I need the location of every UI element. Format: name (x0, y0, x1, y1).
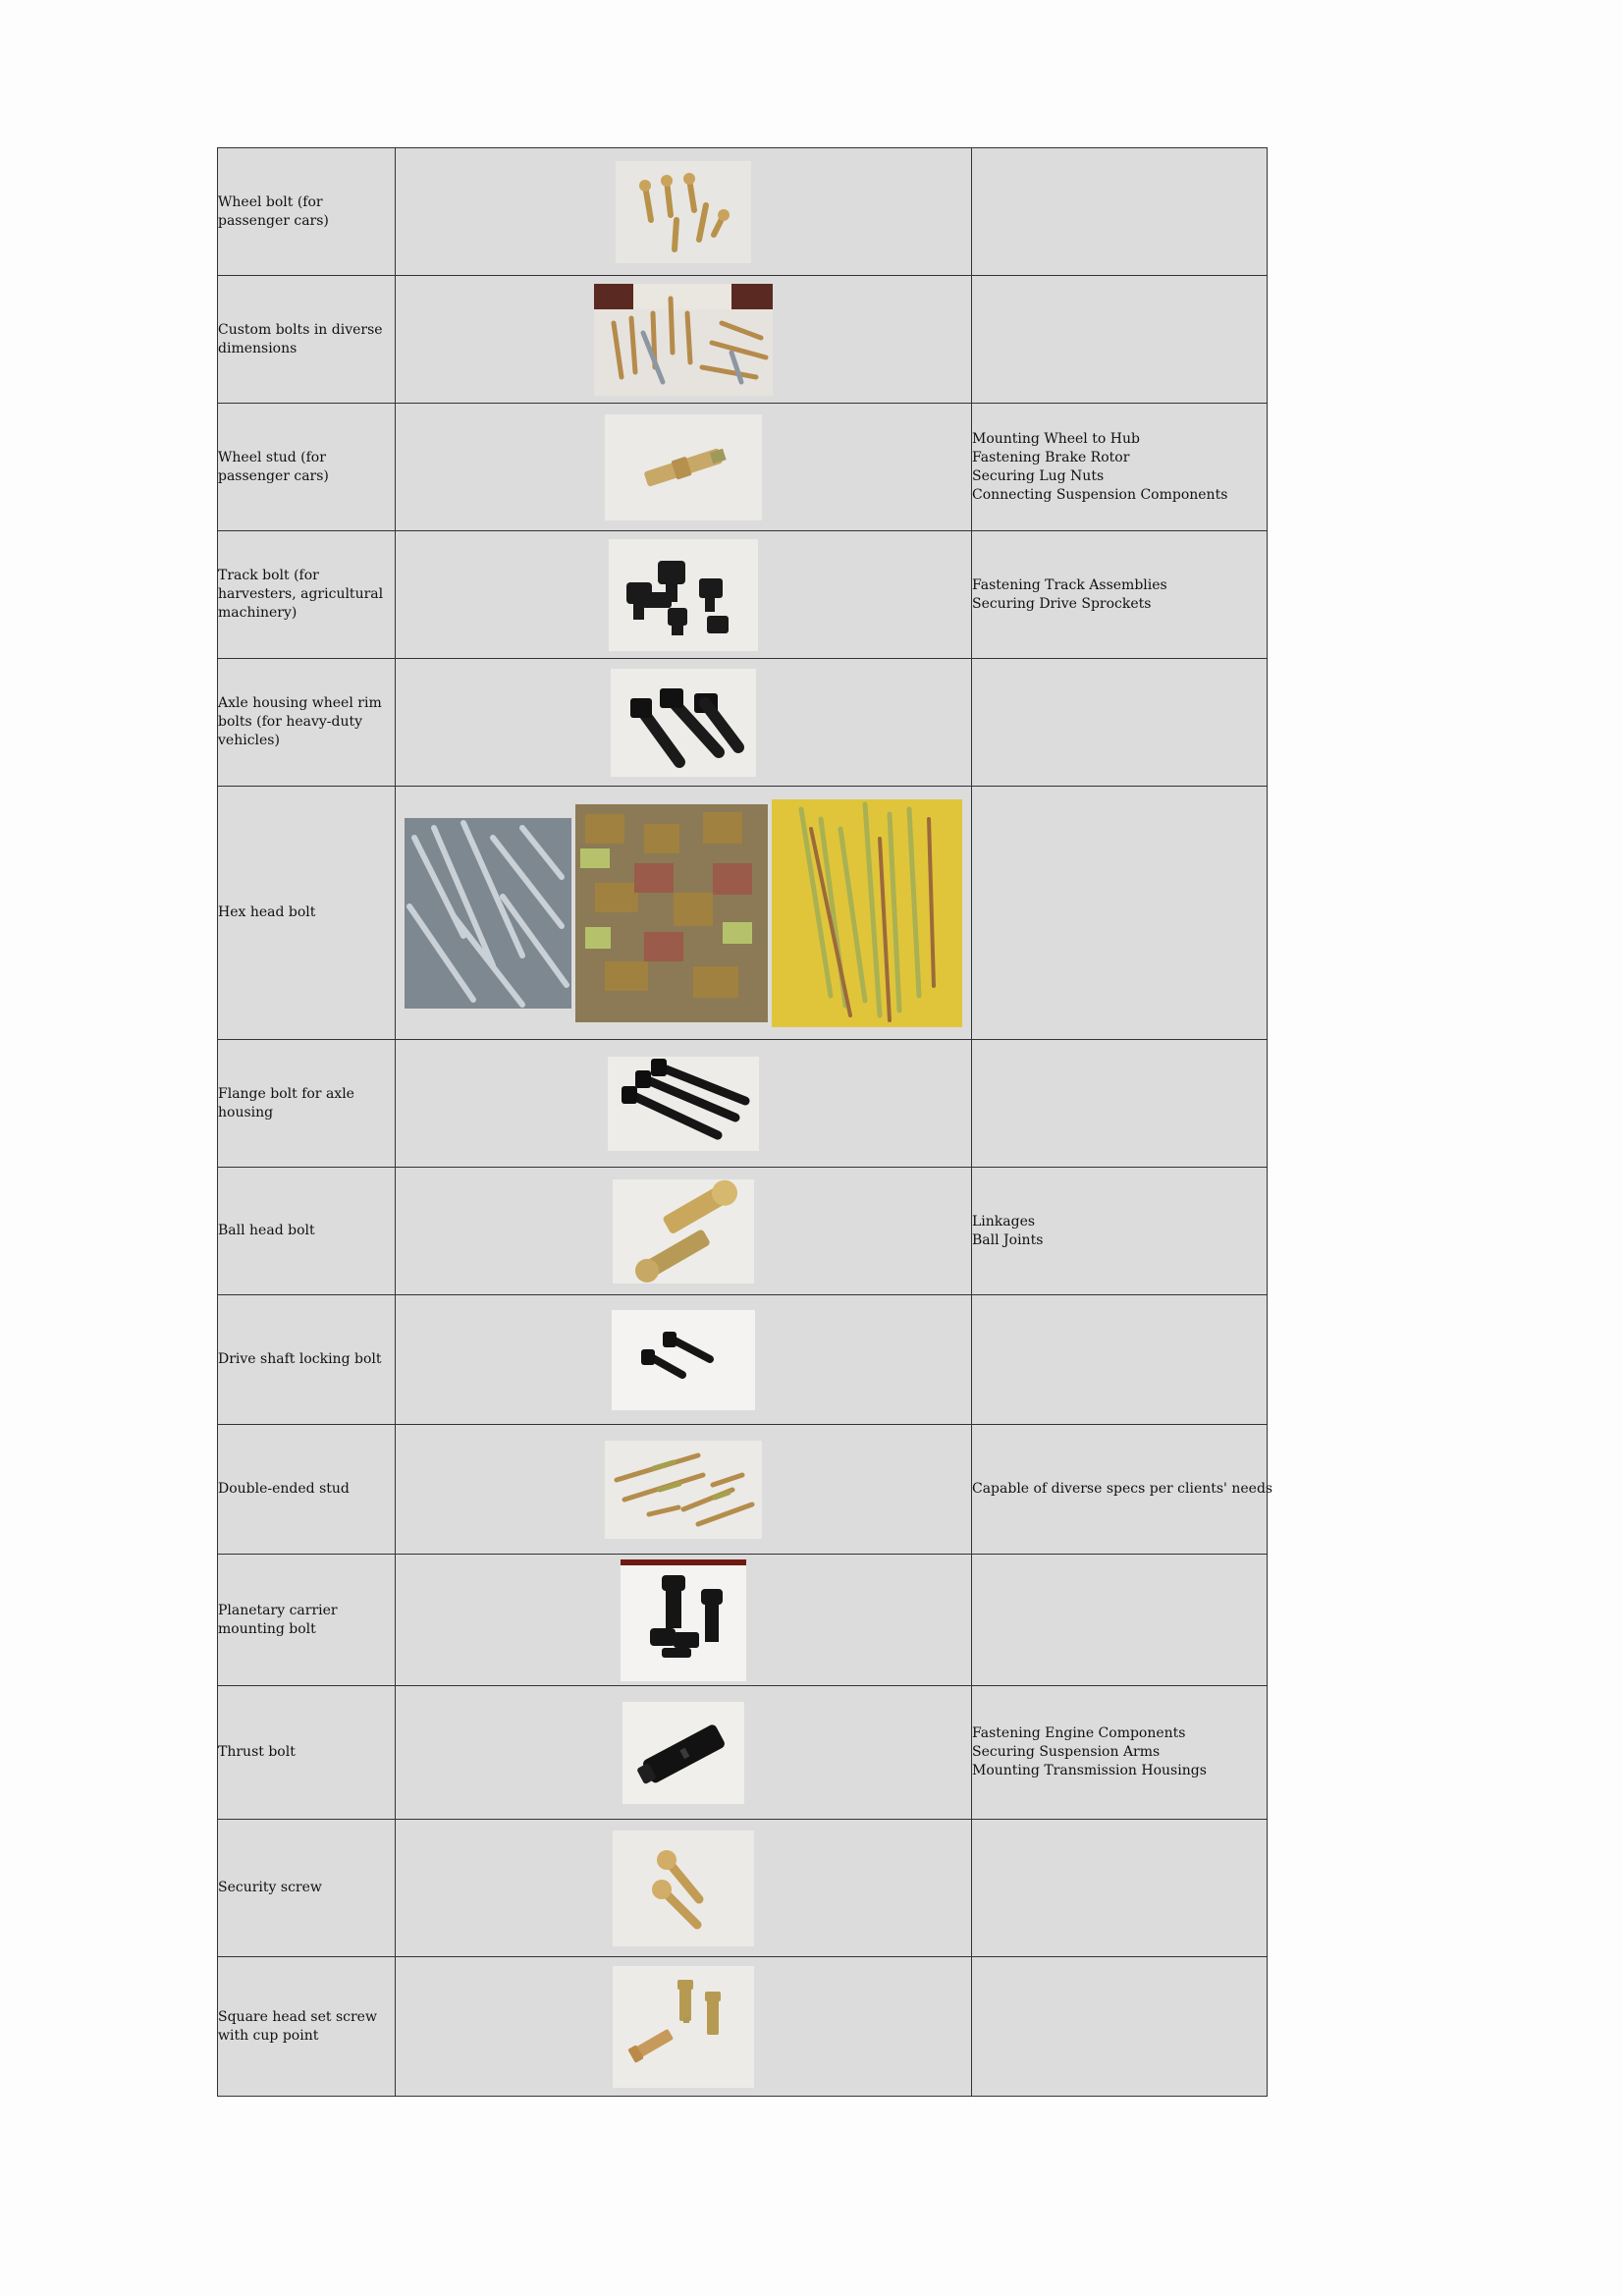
product-photo (772, 799, 962, 1027)
product-table (217, 147, 1273, 2097)
table-row (218, 1555, 1268, 1686)
table-row (218, 1686, 1268, 1820)
product-name: Security screw (218, 1820, 396, 1957)
product-name: Thrust bolt (218, 1686, 396, 1820)
product-name: Custom bolts in diverse dimensions (218, 276, 396, 404)
applications-cell (972, 531, 1268, 659)
application-item: Mounting Transmission Housings (972, 1763, 1207, 1778)
table-row (218, 1425, 1268, 1555)
applications-cell (972, 1425, 1273, 1555)
product-photo (622, 1702, 744, 1804)
application-item: Securing Drive Sprockets (972, 595, 1152, 612)
product-photo (608, 1057, 759, 1151)
product-photo (613, 1179, 754, 1284)
product-name: Square head set screw with cup point (218, 1957, 396, 2097)
table-row (218, 1295, 1268, 1425)
table-row (218, 276, 1268, 404)
product-name: Wheel stud (for passenger cars) (218, 404, 396, 531)
application-item: Connecting Suspension Components (972, 486, 1228, 503)
application-item: Capable of diverse specs per clients' needs (972, 1481, 1273, 1497)
applications-cell (972, 1040, 1268, 1168)
applications-cell (972, 404, 1268, 531)
product-photo (612, 1310, 755, 1410)
product-photo (605, 414, 762, 520)
applications-cell (972, 1168, 1268, 1295)
product-name: Drive shaft locking bolt (218, 1295, 396, 1425)
applications-cell (972, 1820, 1268, 1957)
product-photo (594, 284, 773, 396)
table-row (218, 1168, 1268, 1295)
table-row (218, 659, 1268, 787)
application-item: Mounting Wheel to Hub (972, 430, 1140, 447)
table-row (218, 148, 1268, 276)
product-photo (609, 539, 758, 651)
table-row (218, 1820, 1268, 1957)
application-item: Fastening Track Assemblies (972, 576, 1167, 593)
table-row (218, 531, 1268, 659)
application-item: Securing Suspension Arms (972, 1744, 1161, 1760)
product-name: Track bolt (for harvesters, agricultural machinery) (218, 531, 396, 659)
table-row (218, 787, 1268, 1040)
product-name: Hex head bolt (218, 787, 396, 1040)
table-row (218, 1957, 1268, 2097)
product-name: Flange bolt for axle housing (218, 1040, 396, 1168)
applications-cell (972, 659, 1268, 787)
applications-cell (972, 1295, 1268, 1425)
table-row (218, 404, 1268, 531)
product-photo (405, 818, 571, 1009)
application-item: Fastening Brake Rotor (972, 449, 1130, 465)
application-item: Linkages (972, 1213, 1036, 1230)
applications-cell (972, 148, 1268, 276)
product-name: Wheel bolt (for passenger cars) (218, 148, 396, 276)
applications-cell (972, 276, 1268, 404)
applications-cell (972, 787, 1268, 1040)
applications-cell (972, 1957, 1268, 2097)
product-photo (575, 804, 768, 1022)
product-name: Planetary carrier mounting bolt (218, 1555, 396, 1686)
product-name: Double-ended stud (218, 1425, 396, 1555)
application-item: Securing Lug Nuts (972, 467, 1105, 484)
product-photo (621, 1559, 746, 1681)
table-row (218, 1040, 1268, 1168)
product-name: Axle housing wheel rim bolts (for heavy-duty vehicles) (218, 659, 396, 787)
application-item: Ball Joints (972, 1231, 1044, 1248)
product-name: Ball head bolt (218, 1168, 396, 1295)
application-item: Fastening Engine Components (972, 1725, 1186, 1741)
product-photo (616, 161, 751, 263)
applications-cell (972, 1686, 1268, 1820)
product-photo (613, 1831, 754, 1946)
product-photo (605, 1441, 762, 1539)
product-photo (613, 1966, 754, 2088)
applications-cell (972, 1555, 1268, 1686)
product-photo (611, 669, 756, 777)
